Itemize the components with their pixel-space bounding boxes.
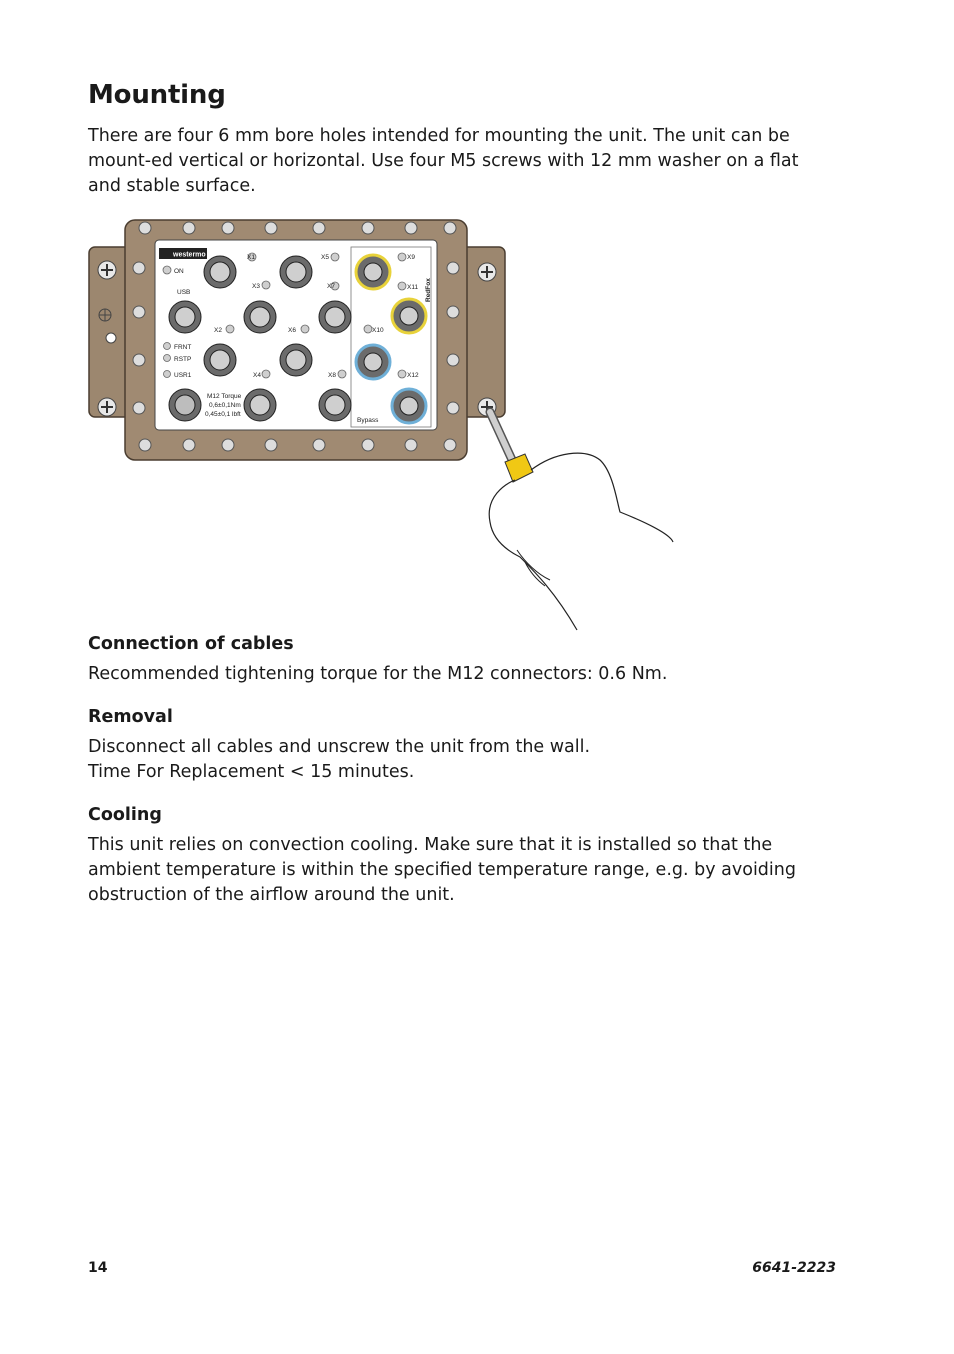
torque-line-3: 0,45±0,1 lbft xyxy=(205,411,241,418)
intro-text: There are four 6 mm bore holes intended for mounting the unit. The unit can be mount-ed vertical or horizontal. Use four M5 screws with 12 mm washer on a flat and stable surface. xyxy=(88,126,799,196)
port-label-x4: X4 xyxy=(253,372,261,379)
section-title-removal: Removal xyxy=(88,707,173,727)
section-body-removal xyxy=(88,735,833,785)
intro-paragraph xyxy=(88,124,833,199)
page-number: 14 xyxy=(88,1260,108,1276)
product-name: RedFox xyxy=(425,278,432,302)
hand-with-screwdriver xyxy=(489,412,673,630)
cooling-text: This unit relies on convection cooling. Make sure that it is installed so that the ambient temperature is within the specified temperature range, e.g. by avoiding obstruction of the airflow around the unit. xyxy=(88,835,796,905)
section-body-cooling xyxy=(88,833,823,908)
torque-line-2: 0,6±0,1Nm xyxy=(209,402,241,409)
port-label-x12: X12 xyxy=(407,372,419,379)
section-body-connection xyxy=(88,662,833,687)
port-label-x10: X10 xyxy=(372,327,384,334)
port-label-x9: X9 xyxy=(407,254,415,261)
removal-text-2: Time For Replacement < 15 minutes. xyxy=(88,762,415,782)
page-title: Mounting xyxy=(88,80,226,110)
brand-text: westermo xyxy=(173,251,206,259)
port-label-x8: X8 xyxy=(328,372,336,379)
torque-line-1: M12 Torque xyxy=(207,393,242,400)
led-label-usr1: USR1 xyxy=(174,372,192,379)
led-label-frnt: FRNT xyxy=(174,344,192,351)
port-label-x5: X5 xyxy=(321,254,329,261)
bypass-label: Bypass xyxy=(357,417,379,424)
port-label-x11: X11 xyxy=(407,284,419,291)
port-label-x6: X6 xyxy=(288,327,296,334)
device-mounting-illustration xyxy=(85,212,685,637)
section-title-connection: Connection of cables xyxy=(88,634,294,654)
removal-text-1: Disconnect all cables and unscrew the unit from the wall. xyxy=(88,737,591,757)
port-label-x1: X1 xyxy=(247,254,255,261)
usb-label: USB xyxy=(177,289,191,296)
port-label-x2: X2 xyxy=(214,327,222,334)
section-title-cooling: Cooling xyxy=(88,805,162,825)
port-label-x7: X7 xyxy=(327,283,335,290)
document-number: 6641-2223 xyxy=(752,1260,836,1276)
led-label-on: ON xyxy=(174,268,184,275)
port-label-x3: X3 xyxy=(252,283,260,290)
connection-text: Recommended tightening torque for the M12 connectors: 0.6 Nm. xyxy=(88,664,668,684)
led-label-rstp: RSTP xyxy=(174,356,192,363)
